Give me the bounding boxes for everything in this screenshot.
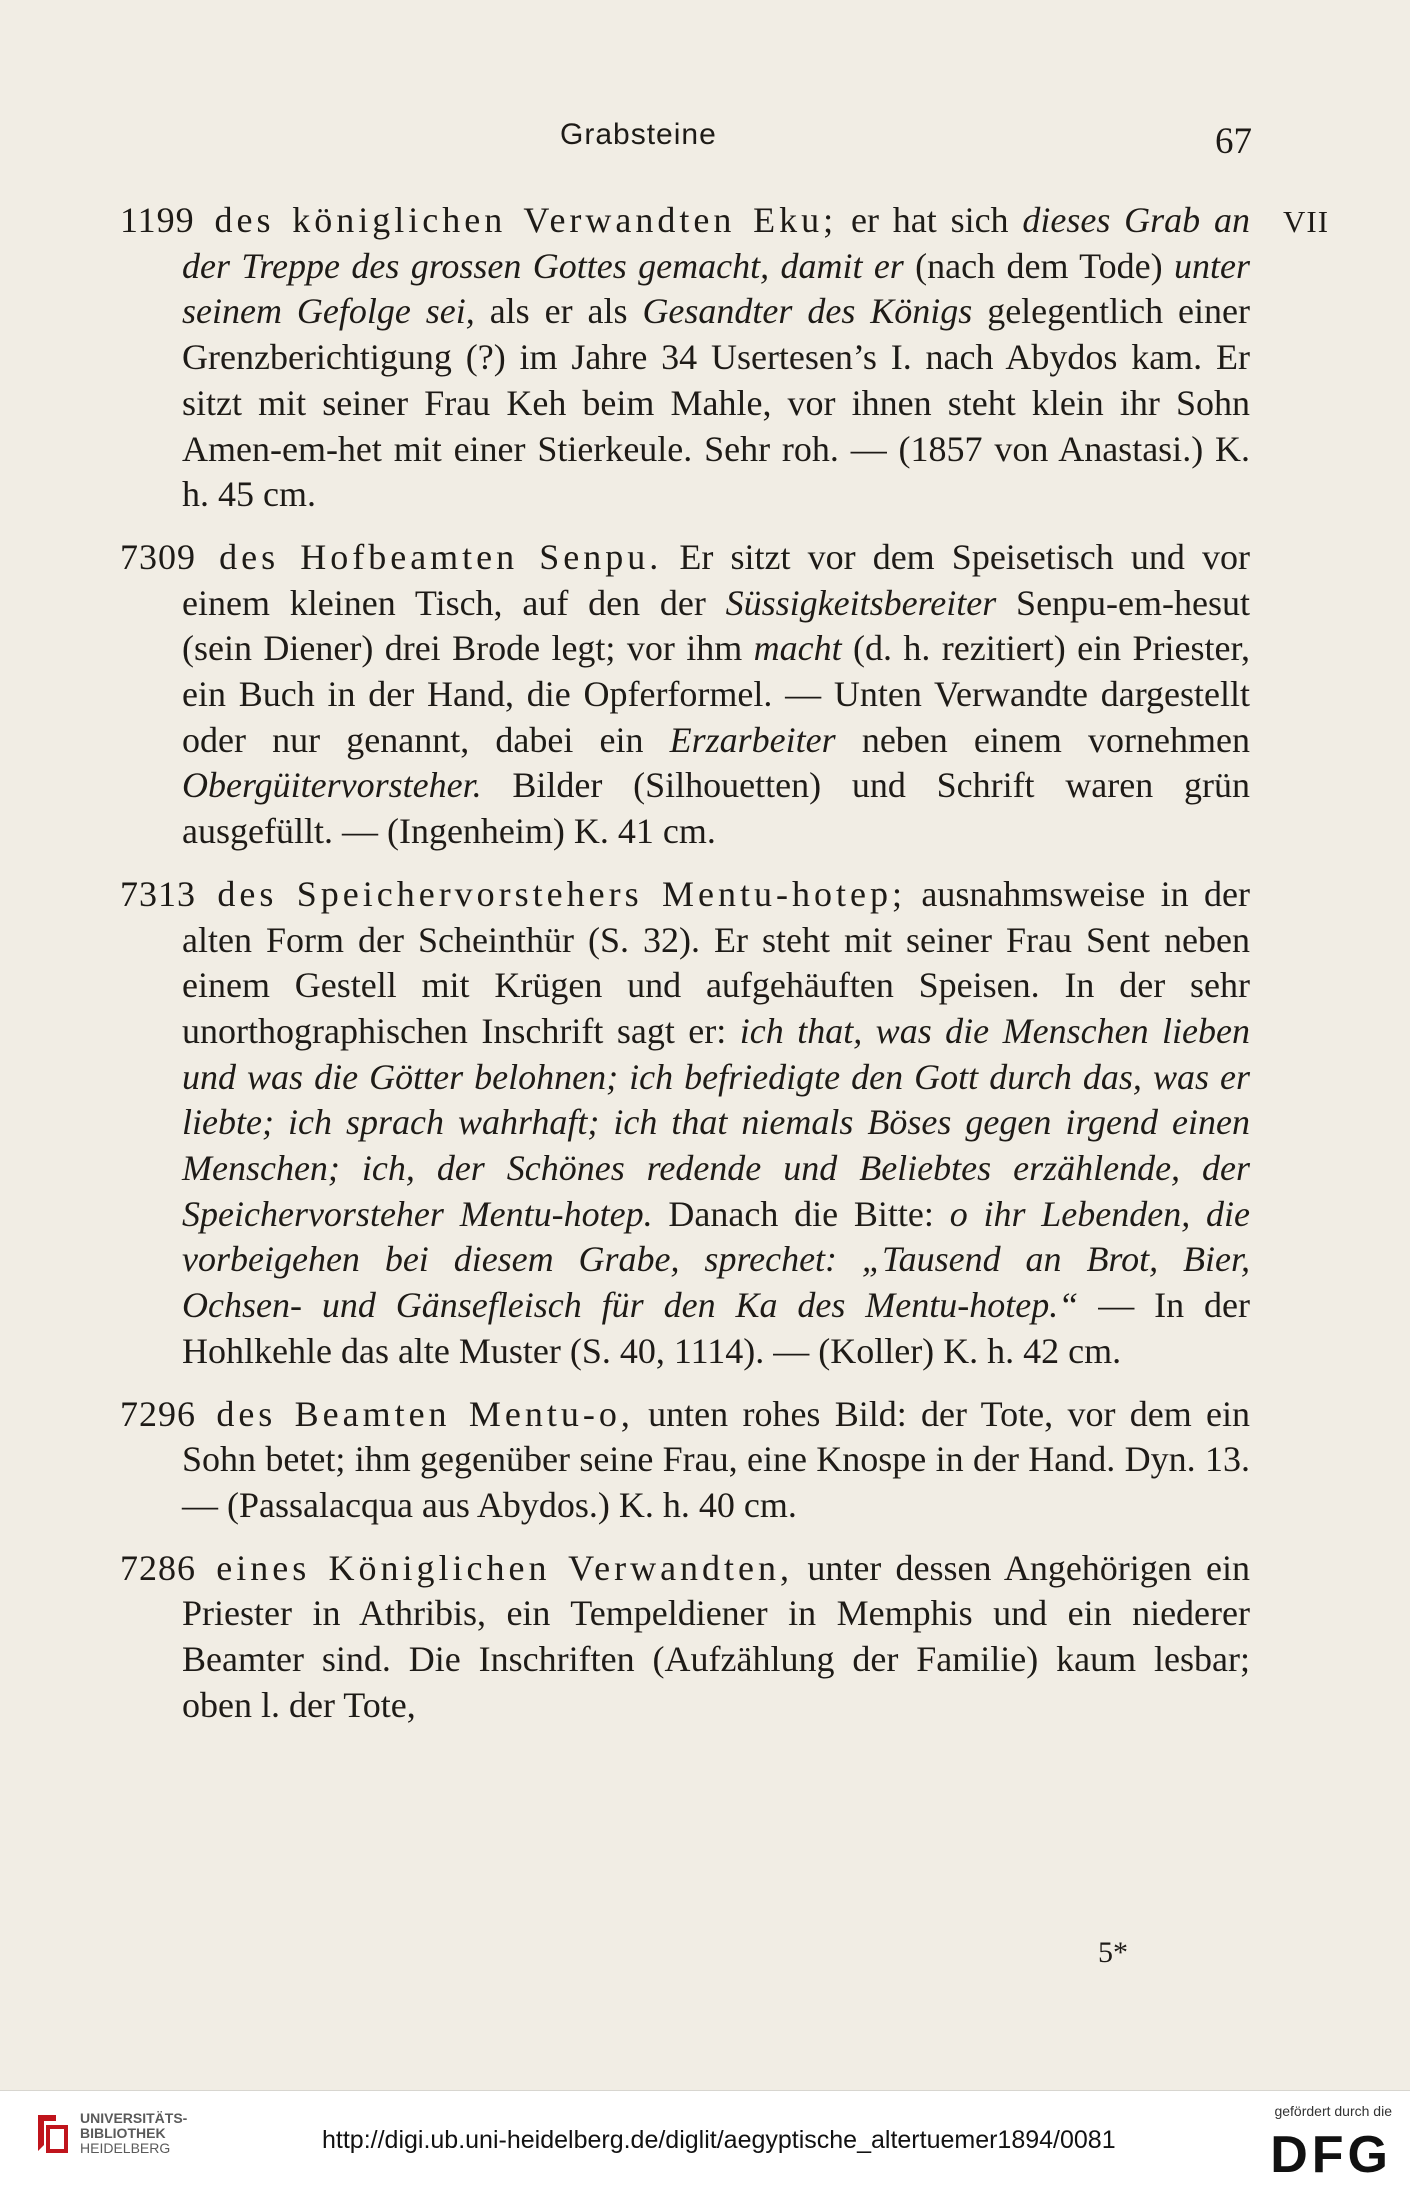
entry-text: (nach dem Tode) — [903, 245, 1174, 286]
entry-number: 7286 — [120, 1547, 196, 1588]
entry-number: 1199 — [120, 200, 195, 240]
entry-text: als er als — [474, 291, 643, 332]
running-title: Grabsteine — [560, 118, 717, 151]
entry-quote: o ihr Lebenden, die vorbeigehen bei diesem Grabe, sprechet: „Tausend an Brot, Bier, Ochsen- und Gänsefleisch für den Ka des Mentu-hotep.“ — [182, 1193, 1250, 1326]
permalink-url[interactable]: http://digi.ub.uni-heidelberg.de/diglit/aegyptische_altertuemer1894/0081 — [322, 2126, 1116, 2154]
signature-mark: 5* — [1098, 1936, 1128, 1969]
entry-quote: macht — [753, 628, 842, 669]
entry-quote: unter seinem Gefolge sei, — [182, 245, 1250, 332]
catalog-entry-7313 — [120, 872, 1250, 1375]
entry-quote: dieses Grab an der Treppe des grossen Gottes gemacht, damit er — [182, 200, 1250, 286]
catalog-entry-1199 — [120, 198, 1250, 518]
entry-number: 7296 — [120, 1393, 196, 1434]
entry-text: (d. h. rezitiert) ein Priester, ein Buch in der Hand, die Opferformel. — Unten Verwandte dargestellt oder nur genannt, dabei ein — [182, 628, 1250, 760]
entry-text: Er sitzt vor dem Speisetisch und vor einem kleinen Tisch, auf den der — [182, 536, 1251, 623]
entry-lemma: des Beamten Mentu-o, — [216, 1393, 634, 1434]
library-name-line: HEIDELBERG — [80, 2140, 171, 2156]
dfg-logo: DFG — [1270, 2126, 1392, 2184]
library-name-line: BIBLIOTHEK — [80, 2125, 166, 2141]
catalog-text — [120, 198, 1250, 1746]
library-name-line: UNIVERSITÄTS- — [80, 2110, 188, 2126]
catalog-entry-7286 — [120, 1546, 1250, 1729]
entry-number: 7309 — [120, 536, 196, 577]
entry-lemma: des königlichen Verwandten Eku; — [214, 200, 838, 240]
entry-number: 7313 — [120, 873, 196, 914]
entry-quote: Gesandter des Königs — [642, 291, 973, 332]
entry-text: unten rohes Bild: der Tote, vor dem ein Sohn betet; ihm gegenüber seine Frau, eine Knospe in der Hand. Dyn. 13. — (Passalacqua aus Abydos.) K. h. 40 cm. — [182, 1393, 1251, 1525]
entry-text: Bilder (Silhouetten) und Schrift waren grün ausgefüllt. — (Ingenheim) K. 41 cm. — [182, 765, 1250, 852]
catalog-entry-7309 — [120, 535, 1250, 855]
entry-text: er hat sich — [837, 200, 1023, 240]
entry-text: gelegentlich einer Grenzberichtigung (?) im Jahre 34 Usertesen’s I. nach Abydos kam. Er sitzt mit seiner Frau Keh beim Mahle, vor ihnen steht klein ihr Sohn Amen-em-het mit einer Stierkeule. Sehr roh. — (1857 von Anastasi.) K. h. 45 cm. — [182, 291, 1251, 515]
entry-lemma: des Speichervorstehers Mentu-hotep; — [217, 873, 906, 914]
section-mark: VII — [1283, 204, 1330, 239]
entry-quote: Obergüitervorsteher. — [182, 765, 482, 806]
entry-text: unter dessen Angehörigen ein Priester in Athribis, ein Tempeldiener in Memphis und ein niederer Beamter sind. Die Inschriften (Aufzählung der Familie) kaum lesbar; oben l. der Tote, — [182, 1547, 1251, 1725]
entry-text: Senpu-em-hesut (sein Diener) drei Brode legt; vor ihm — [182, 582, 1251, 669]
entry-quote: ich that, was die Menschen lieben und was die Götter belohnen; ich befriedigte den Gott durch das, was er liebte; ich sprach wahrhaft; ich that niemals Böses gegen irgend einen Menschen; ich, der Schönes redende und Beliebtes erzählende, der Speichervorsteher Mentu-hotep. — [182, 1010, 1251, 1234]
entry-quote: Süssigkeitsbereiter — [725, 582, 997, 623]
library-name — [80, 2111, 187, 2156]
entry-lemma: eines Königlichen Verwandten, — [216, 1547, 794, 1588]
entry-text: ausnahmsweise in der alten Form der Scheinthür (S. 32). Er steht mit seiner Frau Sent neben einem Gestell mit Krügen und aufgehäuften Speisen. In der sehr unorthographischen Inschrift sagt er: — [182, 873, 1250, 1051]
library-logo-icon — [34, 2111, 70, 2155]
entry-lemma: des Hofbeamten Senpu. — [219, 536, 663, 577]
entry-text: Danach die Bitte: — [652, 1193, 950, 1234]
entry-text: — In der Hohlkehle das alte Muster (S. 40, 1114). — (Koller) K. h. 42 cm. — [182, 1285, 1250, 1371]
catalog-entry-7296 — [120, 1392, 1250, 1529]
running-head — [0, 118, 1410, 162]
funding-caption: gefördert durch die — [1274, 2103, 1392, 2119]
entry-text: neben einem vornehmen — [835, 719, 1250, 760]
entry-quote: Erzarbeiter — [669, 719, 836, 760]
digitization-footer — [0, 2090, 1410, 2200]
page-number: 67 — [1215, 121, 1252, 162]
